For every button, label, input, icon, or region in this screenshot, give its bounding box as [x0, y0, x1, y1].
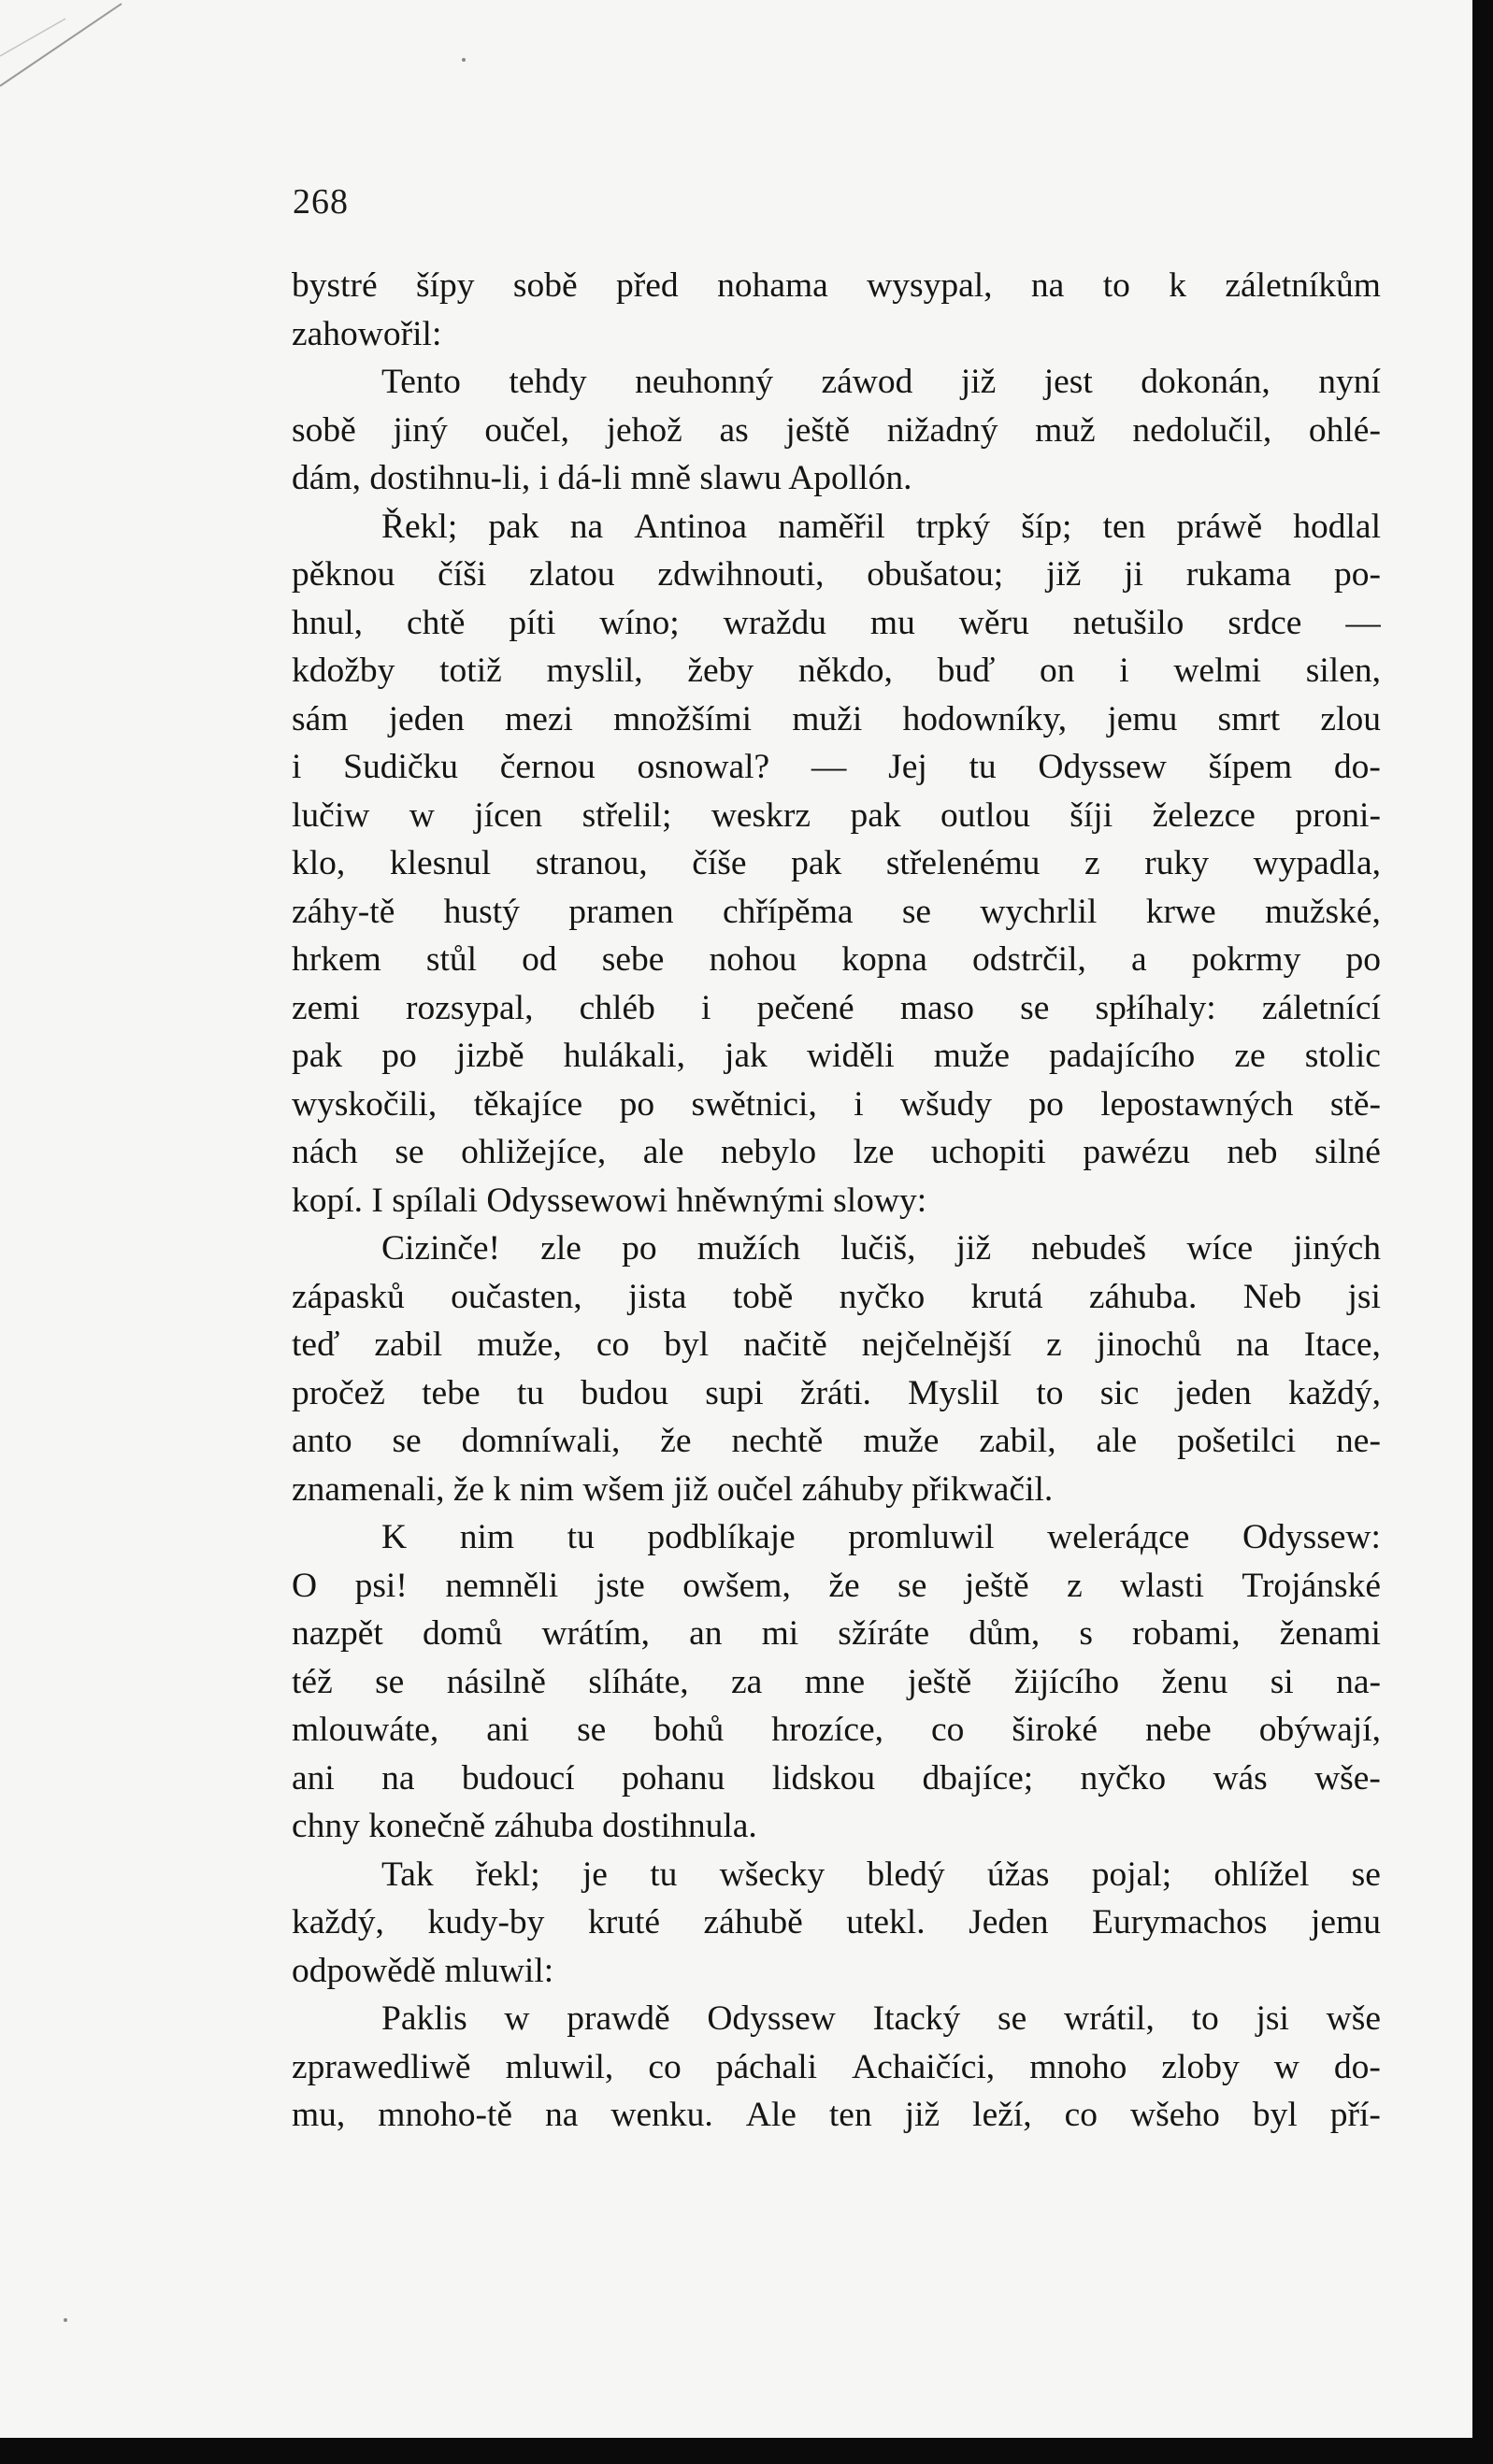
text-line: anto se domníwali, že nechtě muže zabil, ale pošetilci ne-	[292, 1422, 1381, 1460]
text-line: lučiw w jícen střelil; weskrz pak outlou šíji železce proni-	[292, 795, 1381, 835]
text-line: klo, klesnul stranou, číše pak střelenému z ruky wypadla,	[292, 844, 1381, 882]
text-line: K nim tu podblíkaje promluwil weleráдce Odyssew:	[381, 1518, 1381, 1556]
text-line: kdožby totiž myslil, žeby někdo, buď on i welmi silen,	[292, 652, 1381, 690]
text-line: sám jeden mezi množšími muži hodowníky, jemu smrt zlou	[292, 699, 1381, 738]
paper-speck	[462, 58, 466, 62]
text-line: hnul, chtě píti wíno; wraždu mu wěru netušilo srdce —	[292, 603, 1381, 642]
scan-border-bottom	[0, 2438, 1493, 2464]
text-line: mu, mnoho-tě na wenku. Ale ten již leží, co wšeho byl pří-	[292, 2096, 1381, 2134]
text-line: pročež tebe tu budou supi žráti. Myslil to sic jeden každý,	[292, 1373, 1381, 1412]
text-line: znamenali, že k nim wšem již oučel záhuby přikwačil.	[292, 1469, 1054, 1509]
text-line: Tento tehdy neuhonný záwod již jest dokonán, nyní	[381, 363, 1381, 401]
paper-speck	[64, 2318, 67, 2322]
text-line: sobě jiný oučel, jehož as ještě nižadný muž nedolučil, ohlé-	[292, 410, 1381, 450]
text-line: nazpět domů wrátím, an mi sžíráte dům, s robami, ženami	[292, 1614, 1381, 1653]
text-line: i Sudičku černou osnowal? — Jej tu Odyssew šípem do-	[292, 748, 1381, 786]
text-line: Tak řekl; je tu wšecky bledý úžas pojal; ohlížel se	[381, 1855, 1381, 1894]
text-line: Cizinče! zle po mužích lučiš, již nebudeš wíce jiných	[381, 1229, 1381, 1268]
corner-fold-mark	[0, 0, 131, 93]
text-line: Řekl; pak na Antinoa naměřil trpký šíp; ten práwě hodlal	[381, 507, 1381, 546]
text-line: hrkem stůl od sebe nohou kopna odstrčil, a pokrmy po	[292, 940, 1381, 979]
text-line: pěknou číši zlatou zdwihnouti, obušatou; již ji rukama po-	[292, 555, 1381, 594]
scan-border-right	[1472, 0, 1493, 2464]
text-line: dám, dostihnu-li, i dá-li mně slawu Apollón.	[292, 459, 912, 497]
text-line: chny konečně záhuba dostihnula.	[292, 1807, 757, 1845]
text-line: wyskočili, těkajíce po swětnici, i wšudy po lepostawných stě-	[292, 1084, 1381, 1124]
text-line: též se násilně slíháte, za mne ještě žijícího ženu si na-	[292, 1662, 1381, 1701]
text-line: odpowědě mluwil:	[292, 1951, 554, 1990]
text-line: bystré šípy sobě před nohama wysypal, na to k záletníkům	[292, 266, 1381, 305]
text-line: kopí. I spílali Odyssewowi hněwnými slowy:	[292, 1181, 927, 1220]
body-text	[292, 262, 1381, 2140]
text-line: teď zabil muže, co byl načitě nejčelnější z jinochů na Itace,	[292, 1325, 1381, 1364]
text-line: ani na budoucí pohanu lidskou dbajíce; nyčko wás wše-	[292, 1758, 1381, 1798]
text-line: zápasků oučasten, jista tobě nyčko krutá záhuba. Neb jsi	[292, 1277, 1381, 1316]
text-line: zemi rozsypal, chléb i pečené maso se spłíhaly: záletnící	[292, 988, 1381, 1027]
text-line: každý, kudy-by kruté záhubě utekl. Jeden Eurymachos jemu	[292, 1903, 1381, 1941]
text-line: nách se ohližejíce, ale nebylo lze uchopiti pawézu neb silné	[292, 1133, 1381, 1171]
text-line: pak po jizbě hulákali, jak widěli muže padajícího ze stolic	[292, 1037, 1381, 1075]
text-line: zahowořil:	[292, 314, 442, 353]
text-line: Paklis w prawdě Odyssew Itacký se wrátil, to jsi wše	[381, 1999, 1381, 2038]
page-number: 268	[293, 182, 349, 222]
text-line: zprawedliwě mluwil, co páchali Achaičíci, mnoho zloby w do-	[292, 2047, 1381, 2086]
text-line: O psi! nemněli jste owšem, že se ještě z wlasti Trojánské	[292, 1566, 1381, 1605]
text-line: záhy-tě hustý pramen chřípěma se wychrlil krwe mužské,	[292, 892, 1381, 931]
text-line: mlouwáte, ani se bohů hrozíce, co široké nebe obýwají,	[292, 1711, 1381, 1749]
